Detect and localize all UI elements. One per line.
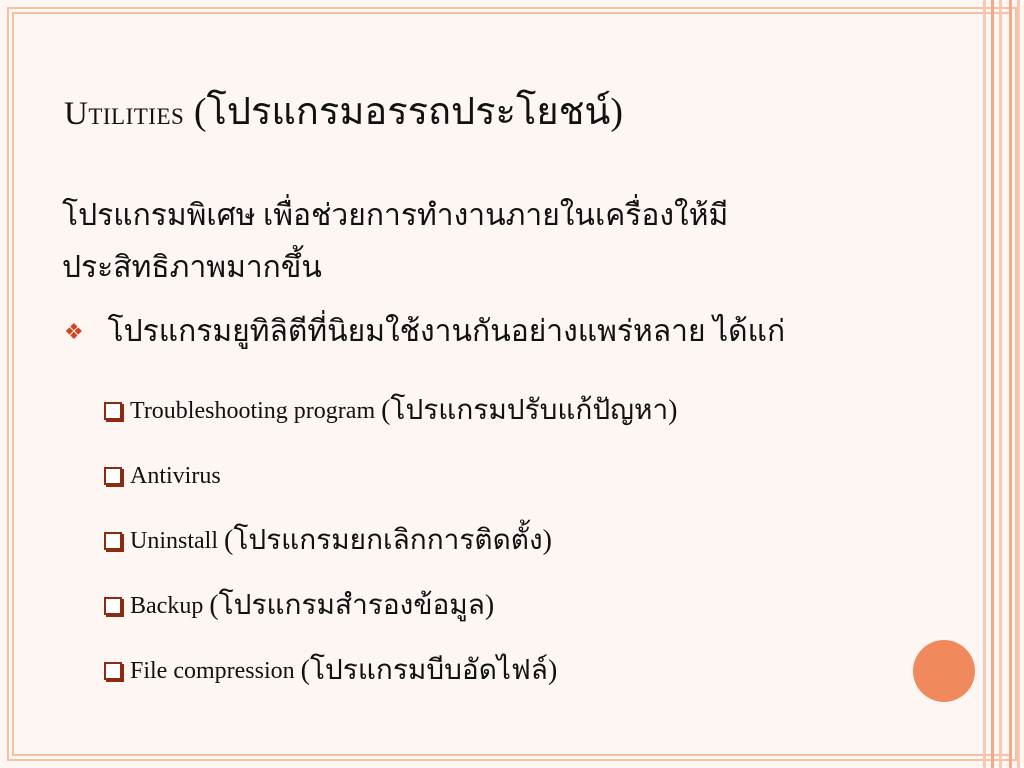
right-decorative-stripes: [980, 0, 1024, 768]
list-item-label-en: Backup: [130, 592, 204, 619]
list-item-label-th: (โปรแกรมบีบอัดไฟล์): [300, 654, 558, 686]
lead-text: โปรแกรมยูทิลิตีที่นิยมใช้งานกันอย่างแพร่หลาย ได้แก่: [107, 315, 786, 348]
list-item-label-en: Uninstall: [130, 527, 218, 554]
list-item-label-en: File compression: [130, 657, 295, 684]
list-item-label-en: Troubleshooting program: [130, 397, 376, 424]
square-bullet-icon: [104, 402, 122, 420]
diamond-four-bullet-icon: ❖: [64, 319, 84, 344]
right-stripe-5: [1017, 0, 1020, 768]
right-stripe-4: [1009, 0, 1012, 768]
list-item-uninstall: [104, 508, 678, 573]
square-bullet-icon: [104, 597, 122, 615]
right-stripe-3: [999, 0, 1002, 768]
orange-circle-decoration: [913, 640, 975, 702]
list-item-antivirus: [104, 443, 678, 508]
list-item-label-th: (โปรแกรมปรับแก้ปัญหา): [381, 394, 678, 426]
square-bullet-icon: [104, 467, 122, 485]
description-text: โปรแกรมพิเศษ เพื่อช่วยการทำงานภายในเครื่องให้มีประสิทธิภาพมากขึ้น: [62, 199, 729, 284]
square-bullet-icon: [104, 662, 122, 680]
slide-title: [64, 92, 623, 134]
list-item-label-th: (โปรแกรมสำรองข้อมูล): [209, 589, 495, 621]
list-item-label-th: (โปรแกรมยกเลิกการติดตั้ง): [224, 524, 552, 556]
title-thai: (โปรแกรมอรรถประโยชน์): [193, 91, 624, 133]
lead-bullet-line: [64, 312, 785, 351]
square-bullet-icon: [104, 532, 122, 550]
list-item-file-compression: [104, 638, 678, 703]
list-item-backup: [104, 573, 678, 638]
list-item-label-en: Antivirus: [130, 462, 221, 489]
utility-list: [104, 378, 678, 703]
right-stripe-2: [991, 0, 994, 768]
title-english: Utilities: [64, 96, 185, 132]
list-item-troubleshooting: [104, 378, 678, 443]
right-stripe-1: [983, 0, 986, 768]
